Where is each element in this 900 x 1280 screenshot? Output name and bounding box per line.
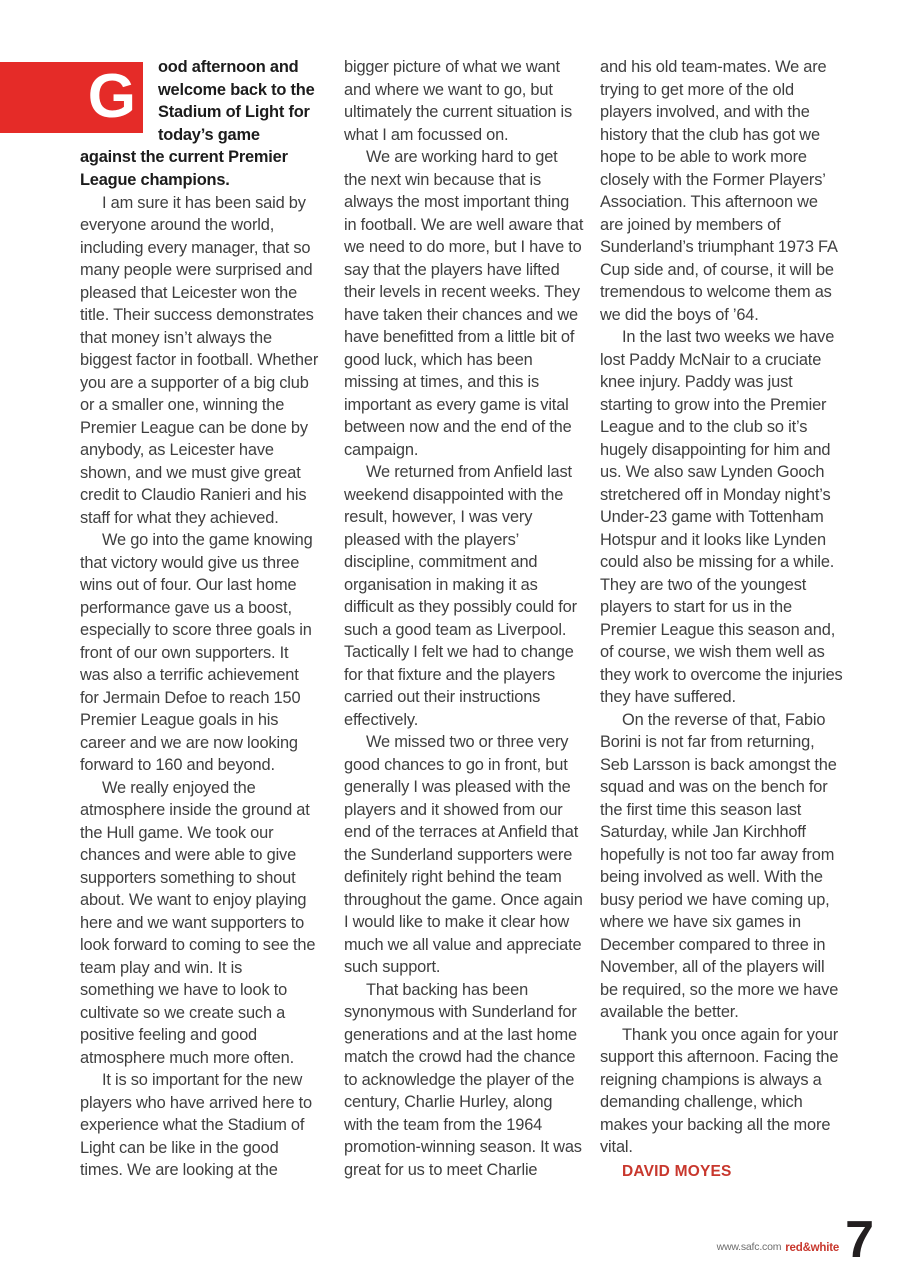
article-intro-text: ood afternoon and welcome back to the Stadium of Light for today’s game against the current Premier League champions. (80, 58, 315, 189)
paragraph: On the reverse of that, Fabio Borini is not far from returning, Seb Larsson is back amongst the squad and was on the bench for the first time this season last Saturday, while Jan Kirchhoff hopefully is not too far away from being involved as well. With the busy period we have coming up, where we have six games in December compared to three in November, all of the players will be required, so the more we have available the better. (600, 710, 839, 1021)
paragraph: That backing has been synonymous with Sunderland for generations and at the last home match the crowd had the chance to acknowledge the player of the century, Charlie Hurley, along with the team from the 1964 promotion-winning season. It was great for us to meet Charlie (344, 980, 582, 1179)
footer-website-url: www.safc.com (716, 1241, 782, 1253)
article-column-2 (344, 56, 584, 1201)
paragraph: We returned from Anfield last weekend disappointed with the result, however, I was very pleased with the players’ discipline, commitment and organisation in making it as difficult as they possibly could for such a good team as Liverpool. Tactically I felt we had to change for that fixture and the players carried out their instructions effectively. (344, 463, 577, 729)
paragraph: We really enjoyed the atmosphere inside the ground at the Hull game. We took our chances and were able to give supporters something to shout about. We want to enjoy playing here and we want supporters to look forward to coming to see the team play and win. It is something we have to look to cultivate so we create such a positive feeling and good atmosphere much more often. (80, 778, 316, 1067)
paragraph: I am sure it has been said by everyone around the world, including every manager, that so many people were surprised and pleased that Leicester won the title. Their success demonstrates that money isn’t always the biggest factor in football. Whether you are a supporter of a big club or a smaller one, winning the Premier League can be done by anybody, as Leicester have shown, and we must give great credit to Claudio Ranieri and his staff for what they achieved. (80, 193, 319, 527)
paragraph: It is so important for the new players who have arrived here to experience what the Stadium of Light can be like in the good times. We are looking at the (80, 1071, 312, 1180)
paragraph: We go into the game knowing that victory would give us three wins out of four. Our last home performance gave us a boost, especially to score three goals in front of our own supporters. It was also a terrific achievement for Jermain Defoe to reach 150 Premier League goals in his career and we are now looking forward to 160 and beyond. (80, 531, 313, 775)
author-signature: DAVID MOYES (622, 1162, 732, 1180)
article-column-3 (600, 56, 845, 1201)
paragraph: In the last two weeks we have lost Paddy McNair to a cruciate knee injury. Paddy was just starting to grow into the Premier League and to the club so it’s hugely disappointing for him and us. We also saw Lynden Gooch stretchered off in Monday night’s Under-23 game with Tottenham Hotspur and it looks like Lynden could also be missing for a while. They are two of the youngest players to start for us in the Premier League this season and, of course, we wish them well as they work to overcome the injuries they have suffered. (600, 328, 843, 706)
footer-brand-name: red&white (785, 1242, 840, 1254)
page-number: 7 (845, 1211, 872, 1270)
dropcap-block (0, 62, 143, 133)
page-footer (716, 1211, 872, 1270)
paragraph: We are working hard to get the next win because that is always the most important thing in football. We are well aware that we need to do more, but I have to say that the players have lifted their levels in recent weeks. They have taken their chances and we have benefitted from a little bit of good luck, which has been missing at times, and this is important as every game is vital between now and the end of the campaign. (344, 148, 584, 459)
paragraph: Thank you once again for your support this afternoon. Facing the reigning champions is always a demanding challenge, which makes your backing all the more vital. (600, 1025, 839, 1156)
paragraph: and his old team-mates. We are trying to get more of the old players involved, and with the history that the club has got we hope to be able to work more closely with the Former Players’ Association. This afternoon we are joined by members of Sunderland’s triumphant 1973 FA Cup side and, of course, it will be tremendous to welcome them as we did the boys of ’64. (600, 58, 837, 324)
article-column-1 (80, 56, 320, 1201)
paragraph: We missed two or three very good chances to go in front, but generally I was pleased with the players and it showed from our end of the terraces at Anfield that the Sunderland supporters were definitely right behind the team throughout the game. Once again I would like to make it clear how much we all value and appreciate such support. (344, 733, 583, 976)
dropcap-letter: G (87, 61, 135, 131)
paragraph: bigger picture of what we want and where we want to go, but ultimately the current situation is what I am focussed on. (344, 58, 573, 144)
article-columns (0, 56, 900, 1206)
